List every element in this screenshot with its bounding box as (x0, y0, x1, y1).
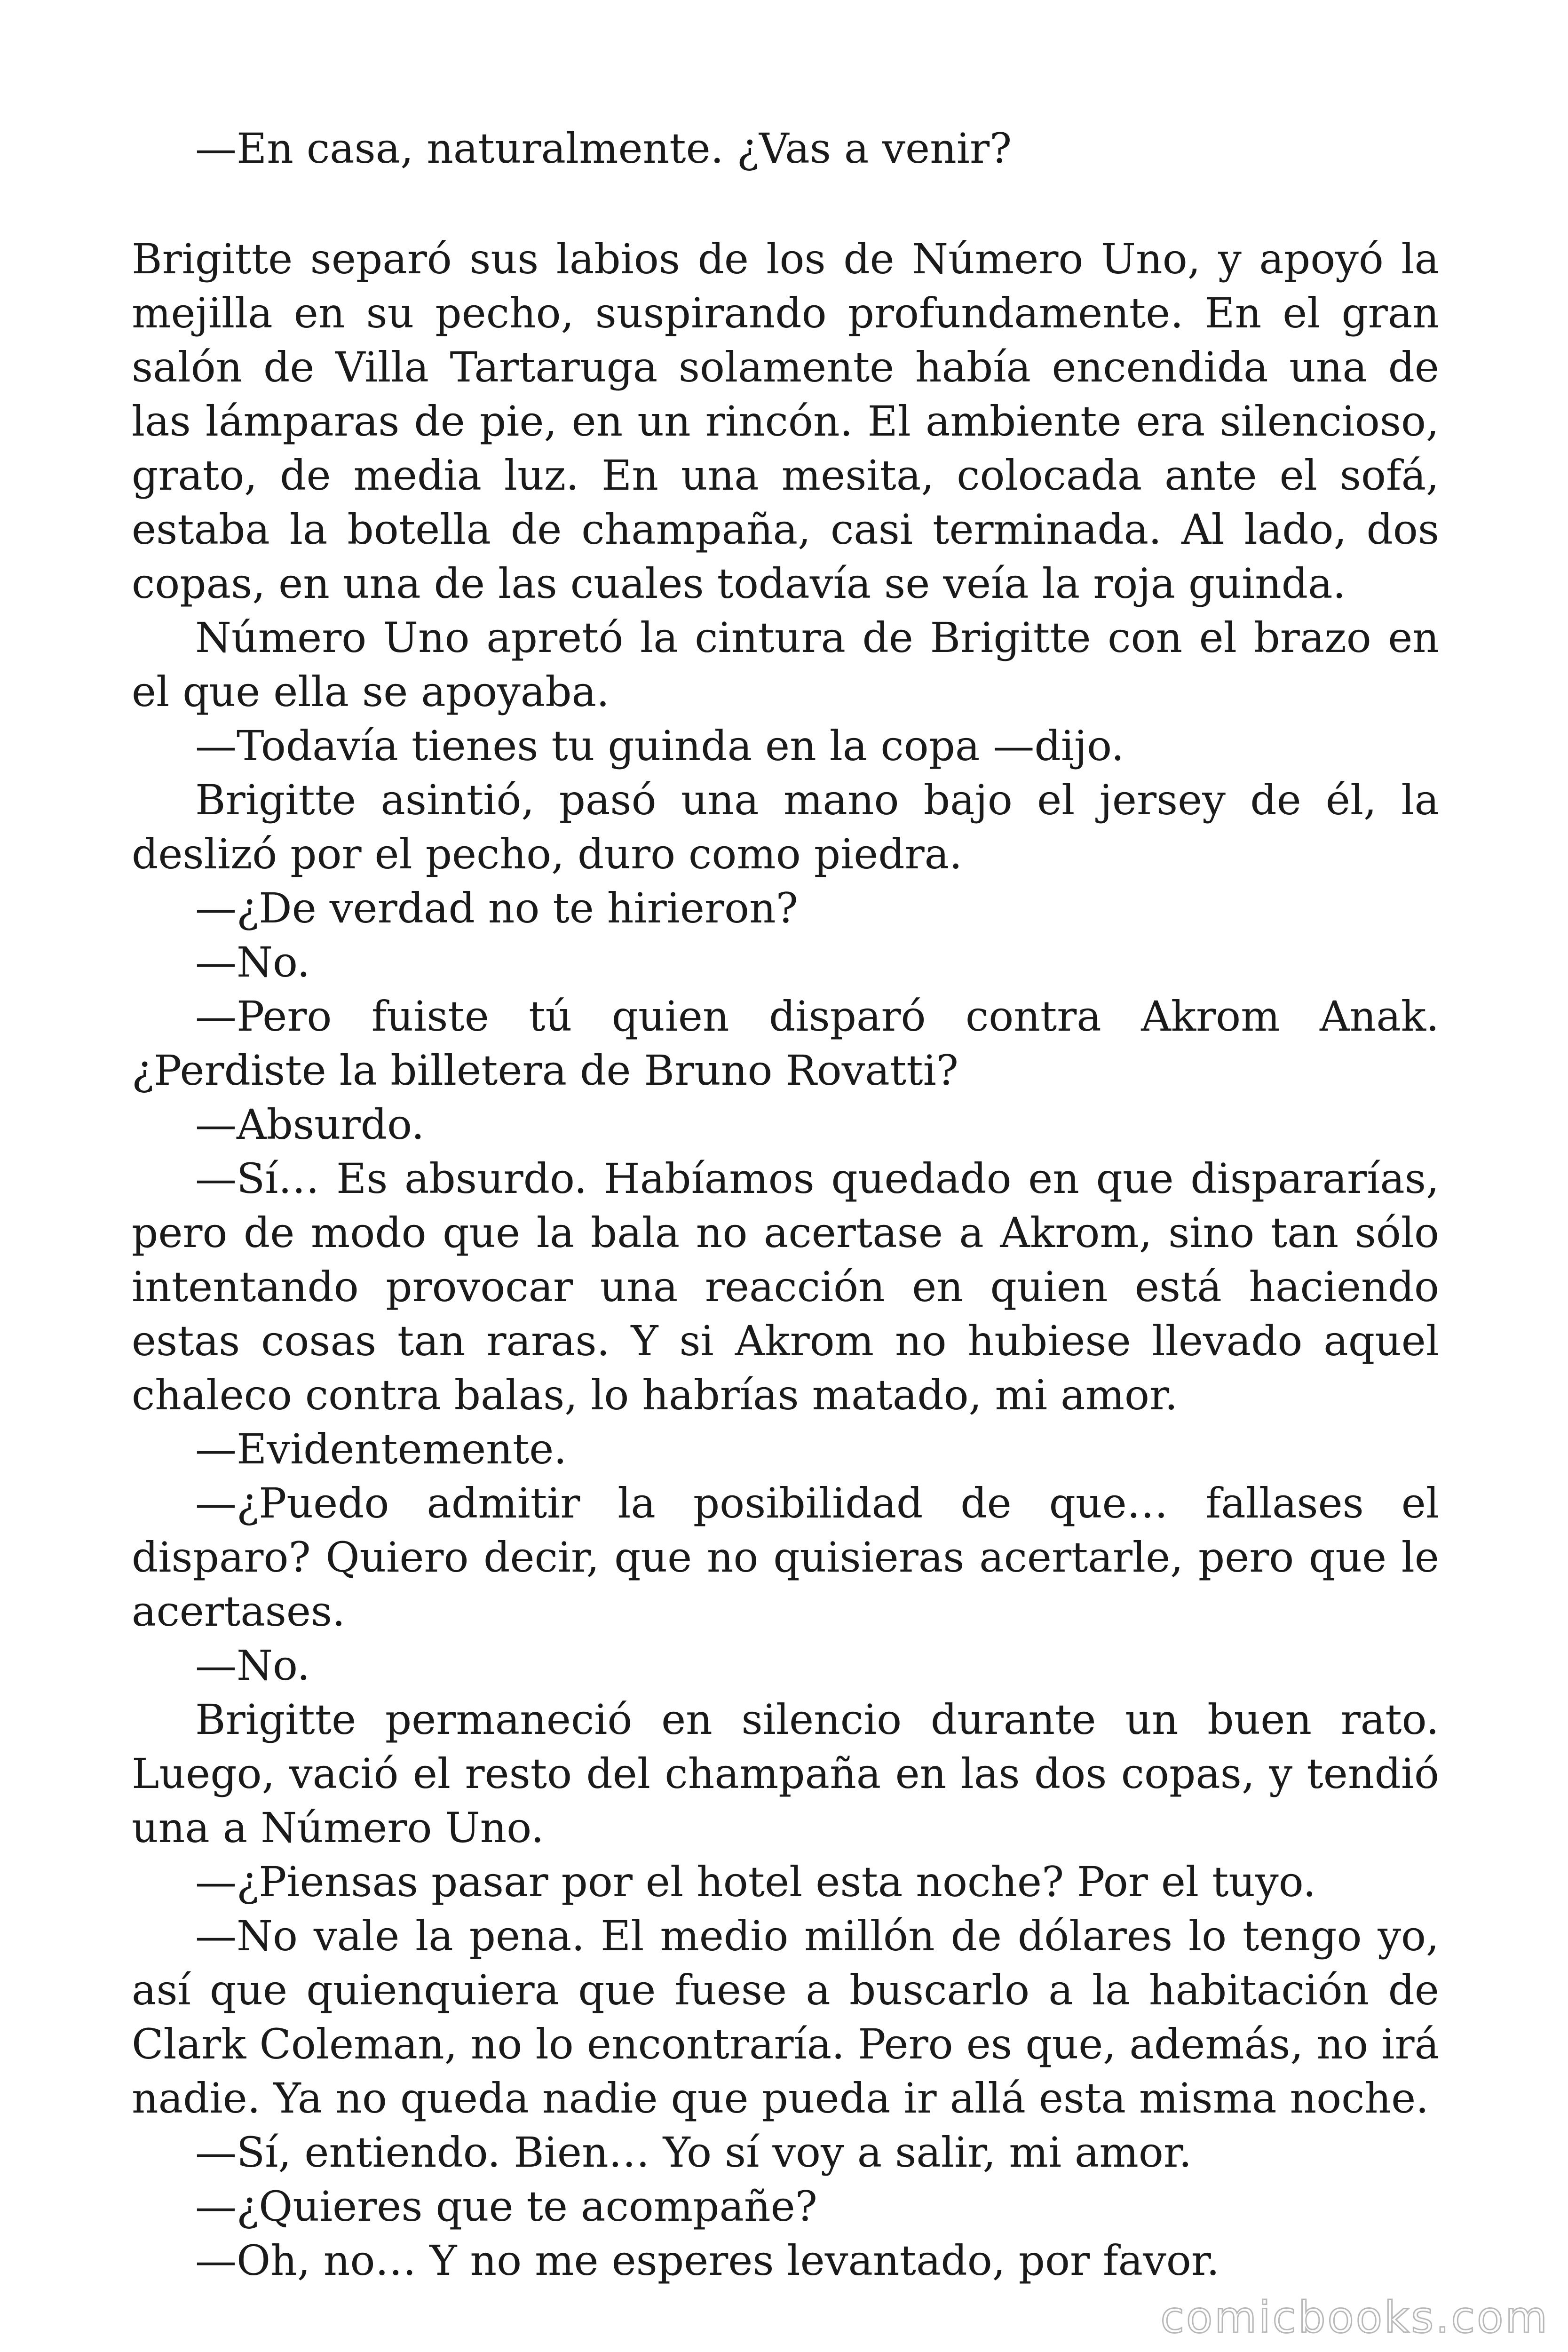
paragraph: Brigitte permaneció en silencio durante un buen rato. Luego, vació el resto del champaña en las dos copas, y tendió una a Número Uno. (132, 1695, 1439, 1852)
paragraph: —Absurdo. (195, 1100, 425, 1149)
paragraph: Número Uno apretó la cintura de Brigitte con el brazo en el que ella se apoyaba. (132, 613, 1439, 716)
paragraph: —¿Puedo admitir la posibilidad de que… fallases el disparo? Quiero decir, que no quisieras acertarle, pero que le acertases. (132, 1479, 1439, 1636)
paragraph: —No. (195, 938, 310, 986)
paragraph: —¿De verdad no te hirieron? (195, 884, 798, 932)
watermark: comicbooks.com (1160, 2292, 1549, 2343)
body-text (132, 121, 1439, 2288)
paragraph: —Oh, no… Y no me esperes levantado, por favor. (195, 2236, 1220, 2285)
paragraph: —Todavía tienes tu guinda en la copa —dijo. (195, 722, 1125, 770)
paragraph: —¿Piensas pasar por el hotel esta noche? Por el tuyo. (195, 1858, 1316, 1906)
paragraph: —Sí, entiendo. Bien… Yo sí voy a salir, mi amor. (195, 2128, 1192, 2177)
paragraph: —No. (195, 1641, 310, 1690)
paragraph: Brigitte separó sus labios de los de Número Uno, y apoyó la mejilla en su pecho, suspirando profundamente. En el gran salón de Villa Tartaruga solamente había encendida una de las lámparas de pie, en un rincón. El ambiente era silencioso, grato, de media luz. En una mesita, colocada ante el sofá, estaba la botella de champaña, casi terminada. Al lado, dos copas, en una de las cuales todavía se veía la roja guinda. (132, 235, 1439, 608)
paragraph: —Sí… Es absurdo. Habíamos quedado en que dispararías, pero de modo que la bala no acertase a Akrom, sino tan sólo intentando provocar una reacción en quien está haciendo estas cosas tan raras. Y si Akrom no hubiese llevado aquel chaleco contra balas, lo habrías matado, mi amor. (132, 1154, 1439, 1419)
paragraph: —No vale la pena. El medio millón de dólares lo tengo yo, así que quienquiera que fuese a buscarlo a la habitación de Clark Coleman, no lo encontraría. Pero es que, además, no irá nadie. Ya no queda nadie que pueda ir allá esta misma noche. (132, 1912, 1439, 2122)
paragraph: —¿Quieres que te acompañe? (195, 2182, 817, 2231)
paragraph: Brigitte asintió, pasó una mano bajo el jersey de él, la deslizó por el pecho, duro como piedra. (132, 776, 1439, 878)
paragraph: —En casa, naturalmente. ¿Vas a venir? (195, 124, 1012, 173)
paragraph: —Evidentemente. (195, 1425, 567, 1473)
paragraph: —Pero fuiste tú quien disparó contra Akrom Anak. ¿Perdiste la billetera de Bruno Rovatti? (132, 992, 1439, 1095)
